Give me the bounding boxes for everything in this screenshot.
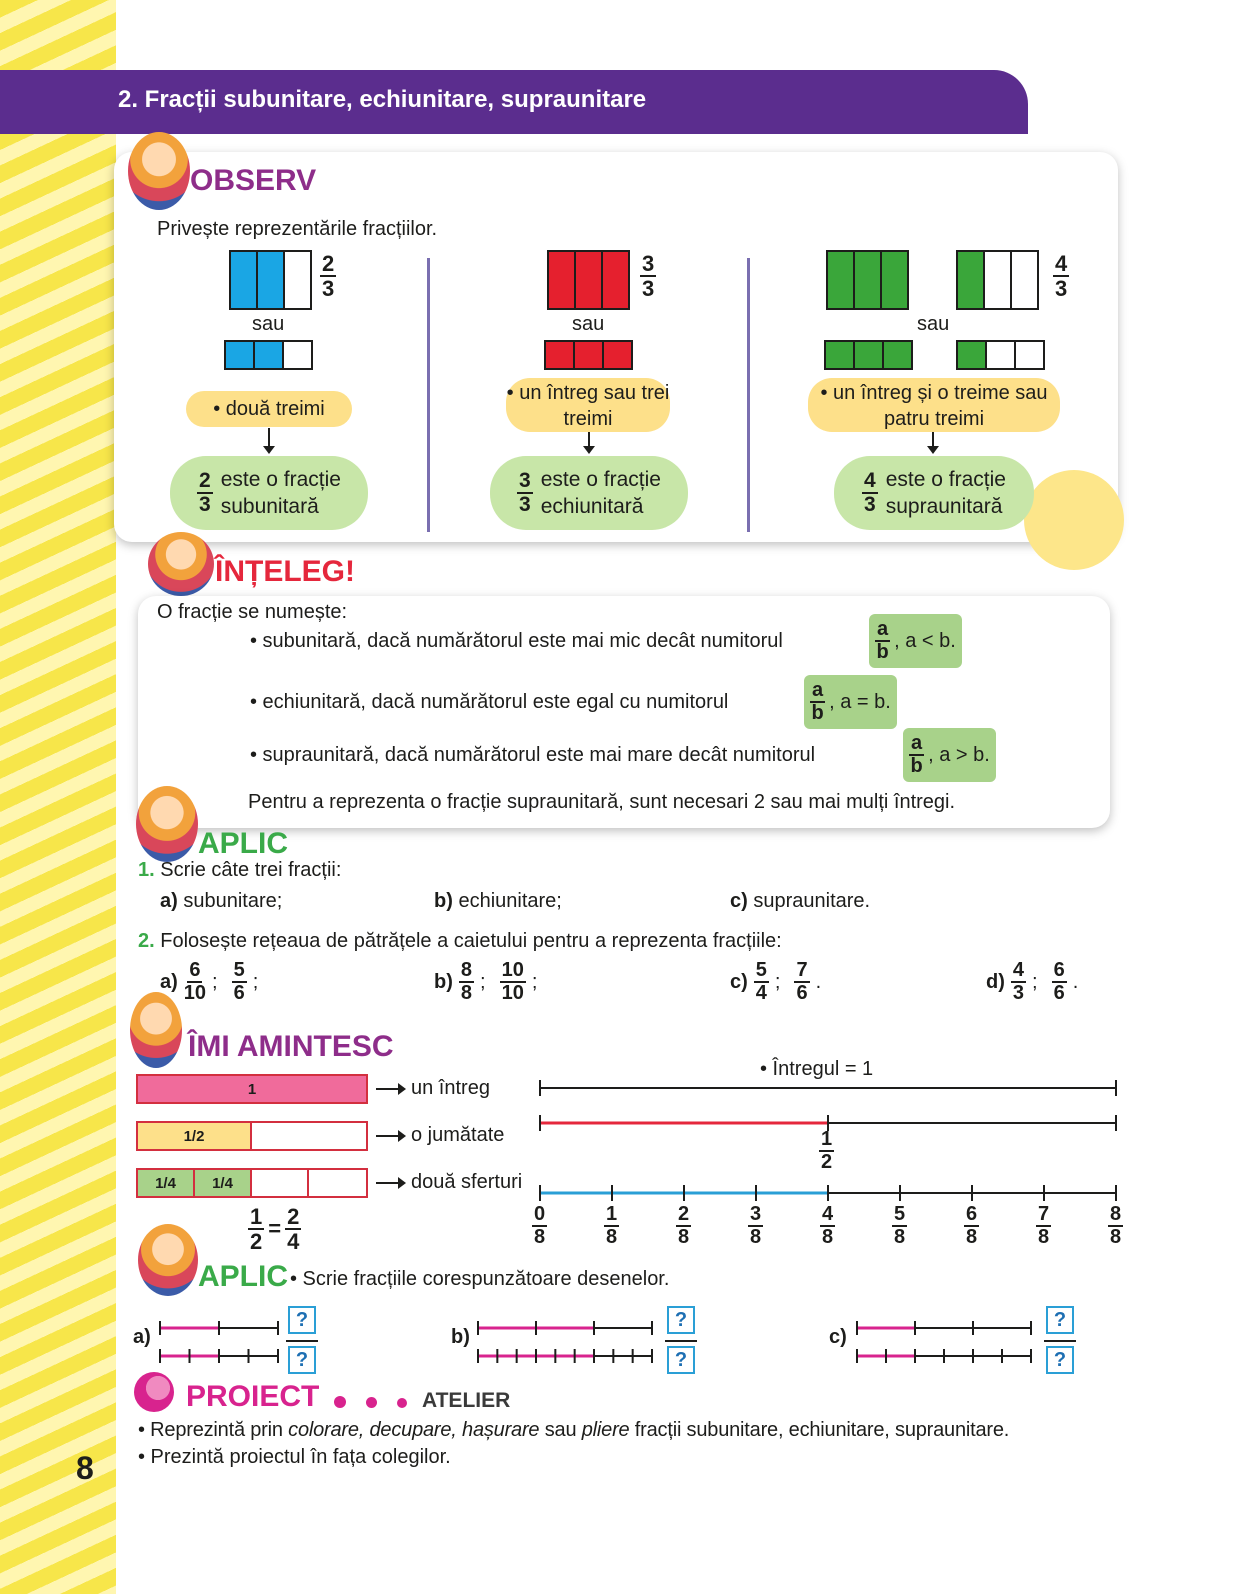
boy-book-mascot [130, 992, 182, 1068]
bar-label-quarters: două sferturi [411, 1171, 523, 1193]
answer-fraction-bar [286, 1340, 318, 1342]
arrow-right [376, 1088, 404, 1090]
aplic-heading: APLIC [198, 827, 288, 860]
or-label: sau [572, 313, 605, 335]
column-divider [427, 258, 430, 532]
eighth-label: $\frac{3}{8}$ [750, 1203, 762, 1248]
half-bar: 1/2 [136, 1121, 368, 1151]
decor-circle [1024, 470, 1124, 570]
exercise-label-c: c) [829, 1326, 847, 1348]
decor-dot [334, 1396, 346, 1408]
rule-condition: , a < b. [894, 629, 956, 652]
eighth-label: $\frac{1}{8}$ [606, 1203, 618, 1248]
half-label: $\frac{1}{2}$ [821, 1128, 833, 1173]
eighth-label: $\frac{6}{8}$ [966, 1203, 978, 1248]
rule-subunitara: • subunitară, dacă numărătorul este mai mic decât numitorul [250, 630, 783, 652]
page-number: 8 [76, 1450, 94, 1486]
arrow-down [932, 432, 934, 452]
eighth-label: $\frac{8}{8}$ [1110, 1203, 1122, 1248]
reading-girl-mascot [148, 532, 214, 596]
bar-label-whole: un întreg [411, 1077, 490, 1099]
inteleg-intro: O fracție se numește: [157, 601, 348, 623]
result-pill [490, 456, 688, 530]
eighth-label: $\frac{4}{8}$ [822, 1203, 834, 1248]
result-fraction: $\frac{3}{3}$ [519, 468, 531, 516]
aplic-instruction: • Scrie fracțiile corespunzătoare desenelor. [290, 1268, 670, 1290]
fraction-label: $\frac{2}{3}$ [322, 251, 335, 302]
exercise-1-c: c) supraunitare. [730, 890, 871, 912]
or-label: sau [917, 313, 950, 335]
column-divider [747, 258, 750, 532]
proiect-icon [134, 1372, 174, 1412]
girl-glasses-mascot [136, 786, 198, 862]
rule-echiunitara: • echiunitară, dacă numărătorul este egal cu numitorul [250, 691, 729, 713]
girl-magnifier-mascot [128, 132, 190, 210]
proiect-line-1: • Reprezintă prin colorare, decupare, hașurare sau pliere fracții subunitare, echiunitare, supraunitare. [138, 1419, 1010, 1441]
chapter-title: 2. Fracții subunitare, echiunitare, supraunitare [118, 86, 647, 113]
eighth-label: $\frac{0}{8}$ [534, 1203, 546, 1248]
exercise-lines [150, 1310, 1050, 1370]
rule-fraction: $\frac{a}{b}$ [910, 732, 923, 777]
eighth-label: $\frac{7}{8}$ [1038, 1203, 1050, 1248]
fraction-model-whole [826, 250, 909, 310]
exercise-2-c: c) $\frac{5}{4}$ ; $\frac{7}{6}$ . [730, 959, 822, 1004]
whole-label: • Întregul = 1 [760, 1058, 874, 1080]
equivalence-equation: $\frac{1}{2}$ = $\frac{2}{4}$ [250, 1204, 300, 1255]
exercise-label-a: a) [133, 1326, 151, 1348]
rule-condition: , a = b. [829, 690, 891, 713]
arrow-right [376, 1135, 404, 1137]
description-pill: • două treimi [186, 391, 352, 427]
answer-box-numerator[interactable]: ? [667, 1306, 695, 1334]
result-type: echiunitară [540, 495, 644, 518]
answer-box-denominator[interactable]: ? [1046, 1346, 1074, 1374]
aplic-heading-2: APLIC [198, 1260, 288, 1293]
fraction-model-small [544, 340, 633, 370]
rule-condition: , a > b. [928, 743, 990, 766]
proiect-heading: PROIECT [186, 1380, 320, 1413]
description-pill: • un întreg și o treime sau patru treimi [808, 378, 1060, 432]
proiect-line-2: • Prezintă proiectul în fața colegilor. [138, 1446, 451, 1468]
exercise-1-b: b) echiunitare; [434, 890, 562, 912]
rule-supraunitara: • supraunitară, dacă numărătorul este mai mare decât numitorul [250, 744, 816, 766]
answer-fraction-bar [1044, 1340, 1076, 1342]
decor-dot [366, 1397, 377, 1408]
answer-box-numerator[interactable]: ? [288, 1306, 316, 1334]
result-line: este o fracție [220, 467, 341, 491]
result-type: subunitară [220, 495, 319, 518]
description-pill: • un întreg sau trei treimi [506, 378, 670, 432]
rule-condition-box [804, 675, 897, 729]
eighth-label: $\frac{2}{8}$ [678, 1203, 690, 1248]
quarters-bar: 1/4 1/4 [136, 1168, 368, 1198]
whole-bar: 1 [136, 1074, 368, 1104]
fraction-label: $\frac{3}{3}$ [642, 251, 655, 302]
exercise-1-a: a) subunitare; [160, 890, 283, 912]
rule-condition-box [903, 728, 996, 782]
arrow-down [588, 432, 590, 452]
fraction-model-small-third [956, 340, 1045, 370]
fraction-model-large [547, 250, 630, 310]
answer-box-denominator[interactable]: ? [288, 1346, 316, 1374]
rule-fraction: $\frac{a}{b}$ [811, 679, 824, 724]
observ-heading: OBSERV [190, 164, 317, 197]
inteleg-heading: ÎNȚELEG! [215, 555, 355, 588]
eighth-label: $\frac{5}{8}$ [894, 1203, 906, 1248]
result-line: este o fracție [540, 467, 661, 491]
decor-dot [397, 1398, 407, 1408]
result-pill [834, 456, 1034, 530]
arrow-down [268, 428, 270, 452]
or-label: sau [252, 313, 285, 335]
girl-glasses-mascot-2 [138, 1224, 198, 1296]
exercise-2-d: d) $\frac{4}{3}$ ; $\frac{6}{6}$ . [986, 959, 1079, 1004]
exercise-1: 1. Scrie câte trei fracții: [138, 859, 342, 881]
fraction-model-large [229, 250, 312, 310]
arrow-right [376, 1182, 404, 1184]
fraction-model-third [956, 250, 1039, 310]
exercise-label-b: b) [451, 1326, 470, 1348]
amintesc-heading: ÎMI AMINTESC [188, 1030, 394, 1063]
answer-box-denominator[interactable]: ? [667, 1346, 695, 1374]
fraction-model-small-whole [824, 340, 913, 370]
result-fraction: $\frac{2}{3}$ [199, 468, 211, 516]
result-line: este o fracție [885, 467, 1006, 491]
result-type: supraunitară [885, 495, 1003, 518]
inteleg-note: Pentru a reprezenta o fracție supraunitară, sunt necesari 2 sau mai mulți întregi. [248, 791, 956, 813]
side-stripes-decoration [0, 0, 116, 1594]
result-pill [170, 456, 368, 530]
rule-fraction: $\frac{a}{b}$ [876, 618, 889, 663]
fraction-label: $\frac{4}{3}$ [1055, 251, 1068, 302]
exercise-2: 2. Folosește rețeaua de pătrățele a caietului pentru a reprezenta fracțiile: [138, 930, 782, 952]
exercise-2-b: b) $\frac{8}{8}$ ; $\frac{10}{10}$ ; [434, 959, 538, 1004]
exercise-2-a: a) $\frac{6}{10}$ ; $\frac{5}{6}$ ; [160, 959, 259, 1004]
fraction-model-small [224, 340, 313, 370]
observ-intro: Privește reprezentările fracțiilor. [157, 218, 438, 240]
bar-label-half: o jumătate [411, 1124, 505, 1146]
rule-condition-box [869, 614, 962, 668]
answer-box-numerator[interactable]: ? [1046, 1306, 1074, 1334]
result-fraction: $\frac{4}{3}$ [864, 468, 876, 516]
proiect-subheading: ATELIER [422, 1389, 511, 1412]
answer-fraction-bar [665, 1340, 697, 1342]
